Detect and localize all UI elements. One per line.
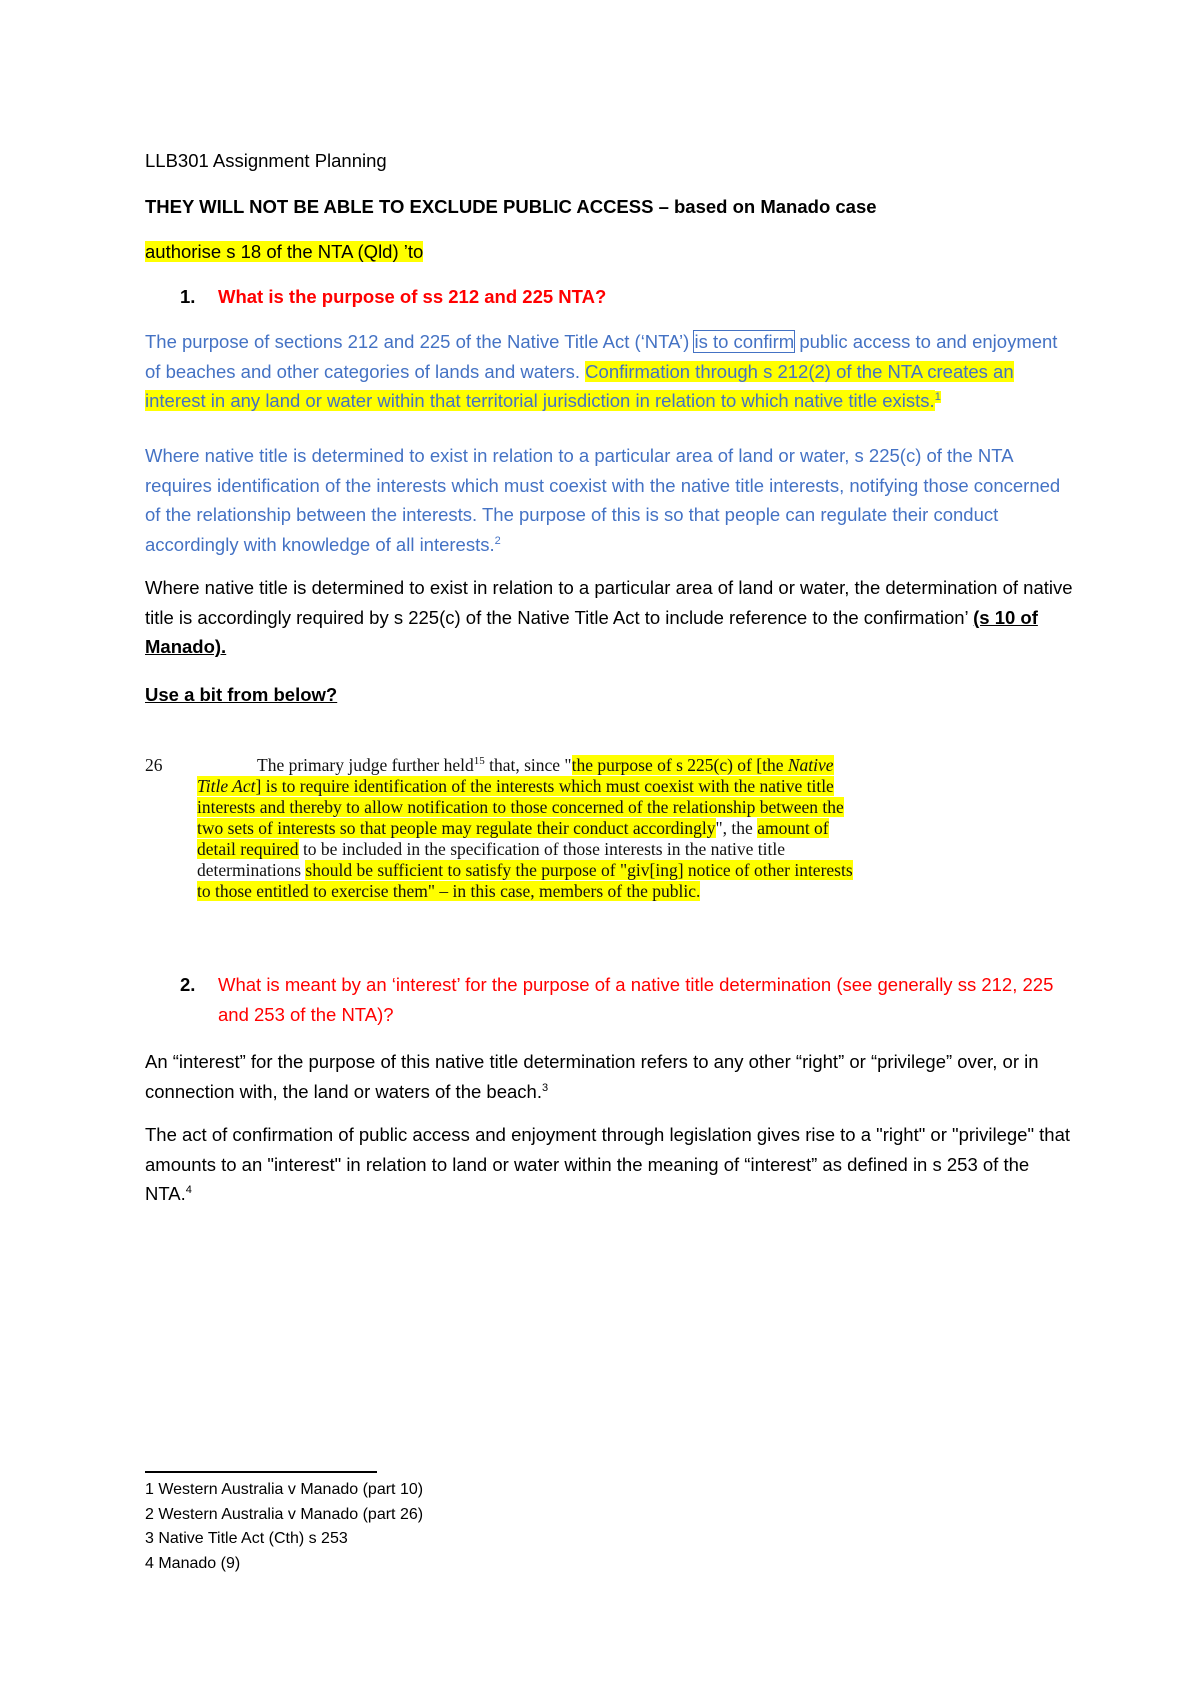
footnote-ref-2: 2 <box>494 534 501 547</box>
judgment-excerpt-image <box>145 745 865 935</box>
answer-2-paragraph <box>145 1047 1075 1106</box>
excerpt-footnote-ref: 15 <box>473 755 485 768</box>
answer-1-part-c: public access to and enjoyment of beaches and other categories of lands and waters. <box>145 331 1058 382</box>
document-heading: LLB301 Assignment Planning <box>145 150 387 171</box>
answer-2-second-paragraph <box>145 1120 1075 1209</box>
excerpt-highlight-1b: ] is to require identification of the interests which must coexist with the native title interests and thereby to allow notification to those concerned of the relationship between the two sets of interests so that people may regulate their conduct accordingly <box>197 776 844 838</box>
document-subheading: THEY WILL NOT BE ABLE TO EXCLUDE PUBLIC ACCESS – based on Manado case <box>145 196 877 217</box>
use-bit-heading: Use a bit from below? <box>145 684 338 705</box>
authorise-line <box>145 237 1075 267</box>
excerpt-paragraph-number: 26 <box>145 755 163 775</box>
excerpt-highlight-3: should be sufficient to satisfy the purpose of "giv[ing] notice of other interests to those entitled to exercise them" – in this case, members of the public. <box>197 860 853 901</box>
answer-1-second-text: Where native title is determined to exist in relation to a particular area of land or water, s 225(c) of the NTA requires identification of the interests which must coexist with the native title interests, notifying those concerned of the relationship between the interests. The purpose of this is so that people can regulate their conduct accordingly with knowledge of all interests. <box>145 445 1061 555</box>
answer-2-second-text: The act of confirmation of public access and enjoyment through legislation gives rise to a "right" or "privilege" that amounts to an "interest" in relation to land or water within the meaning of “interest” as defined in s 253 of the NTA. <box>145 1124 1071 1204</box>
question-1 <box>180 282 1060 312</box>
footnote-ref-4: 4 <box>185 1183 192 1196</box>
footnotes <box>145 1478 745 1576</box>
question-1-text: What is the purpose of ss 212 and 225 NTA? <box>218 286 607 307</box>
footnote-2: 2 Western Australia v Manado (part 26) <box>145 1505 424 1523</box>
excerpt-text-1: The primary judge further held <box>257 755 474 775</box>
footnote-3: 3 Native Title Act (Cth) s 253 <box>145 1530 348 1547</box>
answer-2-text: An “interest” for the purpose of this native title determination refers to any other “right” or “privilege” over, or in connection with, the land or waters of the beach. <box>145 1051 1039 1102</box>
footnote-4: 4 Manado (9) <box>145 1554 241 1572</box>
excerpt-body <box>197 755 857 902</box>
answer-1-paragraph <box>145 327 1075 416</box>
footnote-ref-1: 1 <box>934 390 941 403</box>
question-2-text: What is meant by an ‘interest’ for the purpose of a native title determination (see generally ss 212, 225 and 253 of the NTA)? <box>218 974 1054 1025</box>
footnote-1: 1 Western Australia v Manado (part 10) <box>145 1481 424 1498</box>
question-2 <box>180 970 1060 1029</box>
answer-1-second-paragraph <box>145 441 1075 559</box>
manado-reference: (s 10 of Manado). <box>145 606 1038 657</box>
excerpt-highlight-1: the purpose of s 225(c) of [the <box>571 755 788 775</box>
question-2-number: 2. <box>180 974 196 995</box>
excerpt-text-2: that, since " <box>484 755 572 775</box>
question-1-number: 1. <box>180 286 196 307</box>
answer-1-third-text: Where native title is determined to exist in relation to a particular area of land or water, the determination of native title is accordingly required by s 225(c) of the Native Title Act to include reference to the confirmation’ <box>145 577 1073 628</box>
footnote-separator <box>145 1471 377 1473</box>
excerpt-text-3: ", the <box>715 818 758 838</box>
excerpt-text-4: to be included in the specification of those interests in the native title determinations <box>197 839 786 880</box>
excerpt-highlight-1-italic: Native Title Act <box>197 755 834 796</box>
answer-1-boxed-phrase: is to confirm <box>694 331 795 352</box>
authorise-highlight: authorise s 18 of the NTA (Qld) ’to <box>145 241 424 262</box>
answer-1-third-paragraph <box>145 573 1075 662</box>
answer-1-highlight: Confirmation through s 212(2) of the NTA creates an interest in any land or water within that territorial jurisdiction in relation to which native title exists. <box>145 360 1014 411</box>
footnote-ref-3: 3 <box>541 1081 549 1094</box>
answer-1-part-a: The purpose of sections 212 and 225 of the Native Title Act (‘NTA’) <box>145 331 695 352</box>
excerpt-highlight-2: amount of detail required <box>197 818 829 859</box>
